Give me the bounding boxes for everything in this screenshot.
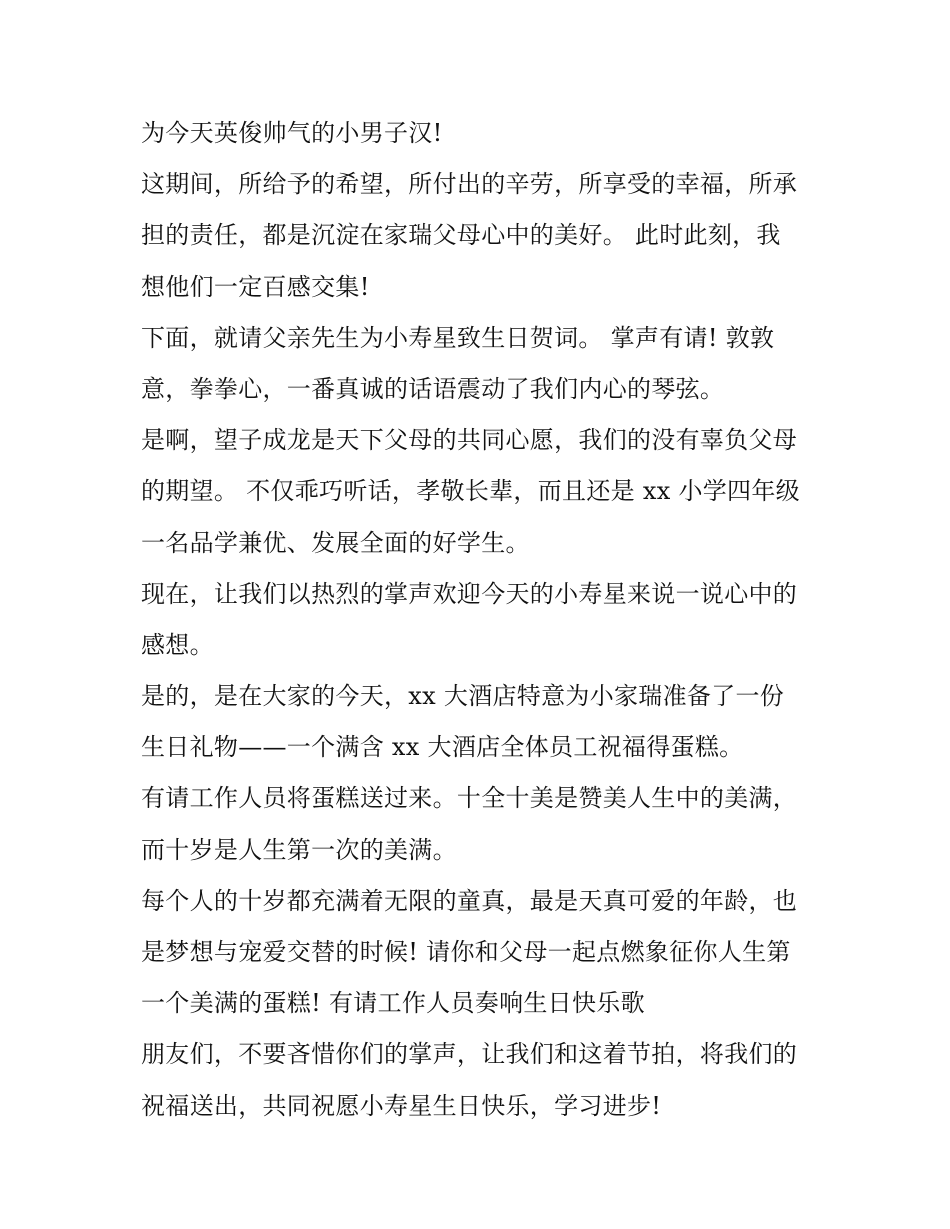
text-line: 祝福送出，共同祝愿小寿星生日快乐，学习进步! bbox=[141, 1091, 662, 1120]
text-line: 的期望。 不仅乖巧听话，孝敬长辈，而且还是 xx 小学四年级 bbox=[141, 477, 800, 506]
text-line: 现在，让我们以热烈的掌声欢迎今天的小寿星来说一说心中的 bbox=[141, 579, 798, 608]
text-line: 生日礼物——一个满含 xx 大酒店全体员工祝福得蛋糕。 bbox=[141, 733, 744, 762]
text-line: 感想。 bbox=[141, 630, 214, 659]
text-line: 是梦想与宠爱交替的时候! 请你和父母一起点燃象征你人生第 bbox=[141, 938, 791, 966]
text-line: 朋友们，不要吝惜你们的掌声，让我们和这着节拍，将我们的 bbox=[141, 1040, 798, 1069]
text-line: 有请工作人员将蛋糕送过来。十全十美是赞美人生中的美满， bbox=[141, 784, 798, 813]
text-line: 为今天英俊帅气的小男子汉! bbox=[141, 119, 443, 147]
text-line: 下面，就请父亲先生为小寿星致生日贺词。 掌声有请! 敦敦 bbox=[141, 323, 775, 352]
text-line: 一名品学兼优、发展全面的好学生。 bbox=[141, 528, 530, 557]
text-line: 意，拳拳心，一番真诚的话语震动了我们内心的琴弦。 bbox=[141, 374, 725, 403]
text-line: 想他们一定百感交集! bbox=[141, 272, 370, 301]
body-text bbox=[141, 108, 821, 1132]
text-line: 是的，是在大家的今天，xx 大酒店特意为小家瑞准备了一份 bbox=[141, 682, 785, 711]
text-line: 每个人的十岁都充满着无限的童真，最是天真可爱的年龄，也 bbox=[141, 886, 798, 915]
text-line: 而十岁是人生第一次的美满。 bbox=[141, 835, 457, 864]
text-line: 这期间，所给予的希望，所付出的辛劳，所享受的幸福，所承 bbox=[141, 170, 798, 199]
text-line: 一个美满的蛋糕! 有请工作人员奏响生日快乐歌 bbox=[141, 989, 645, 1018]
text-line: 担的责任，都是沉淀在家瑞父母心中的美好。 此时此刻，我 bbox=[141, 221, 781, 250]
text-line: 是啊，望子成龙是天下父母的共同心愿，我们的没有辜负父母 bbox=[141, 426, 798, 455]
